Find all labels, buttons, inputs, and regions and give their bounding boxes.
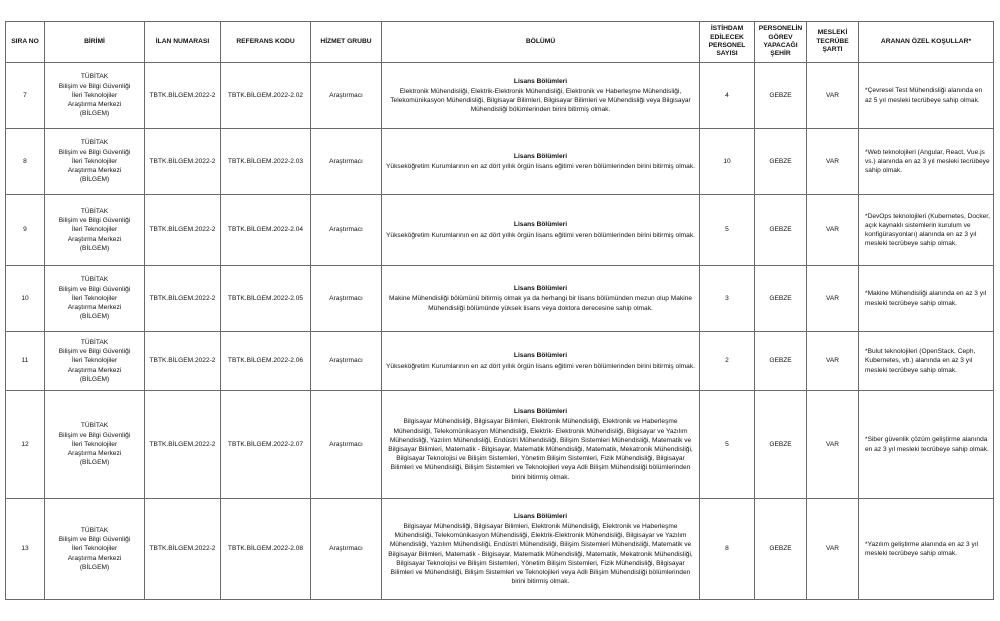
header-istihdam-line: İSTİHDAM: [710, 25, 744, 33]
bolum-cell: [382, 195, 700, 266]
birim-line: (BİLGEM): [79, 110, 110, 118]
birim-line: Araştırma Merkezi: [67, 304, 122, 312]
birim-line: (BİLGEM): [79, 563, 110, 571]
ilan-numarasi-cell: TBTK.BİLGEM.2022-2: [145, 195, 221, 266]
bolum-cell: [382, 332, 700, 391]
header-referans-kodu: REFERANS KODU: [221, 22, 311, 63]
table-row: [6, 266, 994, 332]
birim-line: İleri Teknolojiler: [71, 294, 118, 302]
ilan-numarasi-cell: TBTK.BİLGEM.2022-2: [145, 266, 221, 332]
ilan-numarasi-cell: TBTK.BİLGEM.2022-2: [145, 391, 221, 499]
referans-kodu-cell: TBTK.BİLGEM.2022-2.04: [221, 195, 311, 266]
header-istihdam-line: PERSONEL: [708, 42, 746, 49]
tecrube-sarti-cell: VAR: [807, 332, 859, 391]
birim-line: Bilişim ve Bilgi Güvenliği: [58, 148, 131, 156]
header-bolumu: BÖLÜMÜ: [382, 22, 700, 63]
birim-line: Araştırma Merkezi: [67, 450, 122, 458]
job-table-page: [5, 21, 993, 600]
header-mesleki-tecrube: [807, 22, 859, 63]
table-header-row: [6, 22, 994, 63]
birim-line: Bilişim ve Bilgi Güvenliği: [58, 217, 131, 225]
birim-line: Araştırma Merkezi: [67, 101, 122, 109]
birim-cell: [45, 499, 145, 600]
header-sehir-line: PERSONELİN: [758, 25, 803, 33]
birim-line: TÜBİTAK: [80, 338, 109, 346]
bolum-text: Makine Mühendisliği bölümünü bitirmiş olmak ya da herhangi bir lisans bölümünden mezun olup Makine Mühendisliği bölümünde yüksek lisans veya doktora derecesine sahip olmak.: [388, 295, 693, 312]
bolum-cell: [382, 129, 700, 195]
istihdam-sayisi-cell: 5: [700, 195, 755, 266]
bolum-title: Lisans Bölümleri: [513, 152, 568, 160]
sira-no-cell: 8: [6, 129, 45, 195]
ozel-kosullar-cell: *Siber güvenlik çözüm geliştirme alanında en az 3 yıl mesleki tecrübeye sahip olmak.: [859, 391, 994, 499]
sehir-cell: GEBZE: [755, 391, 807, 499]
sehir-cell: GEBZE: [755, 195, 807, 266]
birim-cell: [45, 266, 145, 332]
bolum-text: Bilgisayar Mühendisliği, Bilgisayar Bilimleri, Elektronik Mühendisliği, Elektronik ve Haberleşme Mühendisliği, Telekomünikasyon Mühendisliği, Elektrik- Elektronik Mühendisliği, Bilgisayar ve Yazılım Mühendisliği, Yazılım Mühendisliği, Endüstri Mühendisliği, Bilişim Sistemleri Mühendisliği, Matematik ve Bilgisayar Bilimleri, Matematik - Bilgisayar, Matematik Mühendisliği, Matematik, Mekatronik Mühendisliği, Bilgisayar Teknolojisi ve Bilişim Sistemleri, Yönetim Bilişim Sistemleri, Fizik Mühendisliği, Bilgisayar Bilimleri ve Mühendisliği, Bilişim Sistemleri ve Teknolojileri veya Adli Bilişim Mühendisliği bölümlerinden birini bitirmiş olmak.: [388, 418, 693, 481]
hizmet-grubu-cell: Araştırmacı: [311, 195, 382, 266]
bolum-cell: [382, 499, 700, 600]
hizmet-grubu-cell: Araştırmacı: [311, 332, 382, 391]
sira-no-cell: 9: [6, 195, 45, 266]
table-row: [6, 63, 994, 129]
istihdam-sayisi-cell: 2: [700, 332, 755, 391]
birim-line: (BİLGEM): [79, 176, 110, 184]
hizmet-grubu-cell: Araştırmacı: [311, 129, 382, 195]
birim-line: (BİLGEM): [79, 459, 110, 467]
birim-cell: [45, 63, 145, 129]
tecrube-sarti-cell: VAR: [807, 129, 859, 195]
referans-kodu-cell: TBTK.BİLGEM.2022-2.05: [221, 266, 311, 332]
sehir-cell: GEBZE: [755, 332, 807, 391]
header-gorev-sehir: [755, 22, 807, 63]
birim-line: İleri Teknolojiler: [71, 440, 118, 448]
referans-kodu-cell: TBTK.BİLGEM.2022-2.02: [221, 63, 311, 129]
bolum-text: Yükseköğretim Kurumlarının en az dört yıllık örgün lisans eğitimi veren bölümlerinden birini bitirmiş olmak.: [386, 231, 695, 239]
birim-line: Araştırma Merkezi: [67, 554, 122, 562]
hizmet-grubu-cell: Araştırmacı: [311, 63, 382, 129]
header-sehir-line: YAPACAĞI: [763, 42, 798, 49]
birim-cell: [45, 195, 145, 266]
tecrube-sarti-cell: VAR: [807, 195, 859, 266]
sira-no-cell: 10: [6, 266, 45, 332]
hizmet-grubu-cell: Araştırmacı: [311, 266, 382, 332]
tecrube-sarti-cell: VAR: [807, 391, 859, 499]
birim-line: İleri Teknolojiler: [71, 357, 118, 365]
birim-line: Araştırma Merkezi: [67, 167, 122, 175]
birim-cell: [45, 332, 145, 391]
bolum-cell: [382, 63, 700, 129]
sehir-cell: GEBZE: [755, 129, 807, 195]
sehir-cell: GEBZE: [755, 63, 807, 129]
header-ozel-kosullar: ARANAN ÖZEL KOŞULLAR*: [859, 22, 994, 63]
referans-kodu-cell: TBTK.BİLGEM.2022-2.06: [221, 332, 311, 391]
table-row: [6, 499, 994, 600]
header-sehir-line: ŞEHİR: [770, 50, 791, 58]
bolum-text: Yükseköğretim Kurumlarının en az dört yıllık örgün lisans eğitimi veren bölümlerinden birini bitirmiş olmak.: [386, 163, 695, 170]
birim-line: (BİLGEM): [79, 244, 110, 252]
ilan-numarasi-cell: TBTK.BİLGEM.2022-2: [145, 499, 221, 600]
birim-line: TÜBİTAK: [80, 207, 109, 215]
birim-line: İleri Teknolojiler: [71, 91, 118, 99]
bolum-title: Lisans Bölümleri: [513, 408, 568, 416]
birim-line: TÜBİTAK: [80, 139, 109, 147]
istihdam-sayisi-cell: 3: [700, 266, 755, 332]
hizmet-grubu-cell: Araştırmacı: [311, 499, 382, 600]
birim-line: Bilişim ve Bilgi Güvenliği: [58, 536, 131, 544]
bolum-title: Lisans Bölümleri: [513, 285, 568, 293]
table-row: [6, 195, 994, 266]
ilan-numarasi-cell: TBTK.BİLGEM.2022-2: [145, 129, 221, 195]
birim-line: İleri Teknolojiler: [71, 157, 118, 165]
table-body: [6, 63, 994, 600]
tecrube-sarti-cell: VAR: [807, 266, 859, 332]
bolum-text: Elektronik Mühendisliği, Elektrik-Elektronik Mühendisliği, Elektronik ve Haberleşme Mühendisliği, Telekomünikasyon Mühendisliği, Bilgisayar Bilimleri, Bilgisayar Bilimleri ve Mühendisliği veya Bilgisayar Mühendisliği bölümlerinden birini bitirmiş olmak.: [390, 87, 691, 114]
table-row: [6, 332, 994, 391]
ozel-kosullar-cell: *Çevresel Test Mühendisliği alanında en az 5 yıl mesleki tecrübeye sahip olmak.: [859, 63, 994, 129]
ozel-kosullar-cell: *DevOps teknolojileri (Kubernetes, Docker, açık kaynaklı sistemlerin kurulum ve konfigürasyonları) alanında en az 3 yıl mesleki tecrübeye sahip olmak.: [859, 195, 994, 266]
bolum-title: Lisans Bölümleri: [513, 512, 568, 520]
ilan-numarasi-cell: TBTK.BİLGEM.2022-2: [145, 63, 221, 129]
sira-no-cell: 7: [6, 63, 45, 129]
bolum-title: Lisans Bölümleri: [513, 352, 568, 360]
header-ilan-numarasi: İLAN NUMARASI: [145, 22, 221, 63]
birim-line: Bilişim ve Bilgi Güvenliği: [58, 285, 131, 293]
birim-line: TÜBİTAK: [80, 73, 109, 81]
birim-line: (BİLGEM): [79, 313, 110, 321]
ozel-kosullar-cell: *Makine Mühendisliği alanında en az 3 yıl mesleki tecrübeye sahip olmak.: [859, 266, 994, 332]
birim-line: TÜBİTAK: [80, 276, 109, 284]
ilan-numarasi-cell: TBTK.BİLGEM.2022-2: [145, 332, 221, 391]
bolum-text: Yükseköğretim Kurumlarının en az dört yıllık örgün lisans eğitimi veren bölümlerinden birini bitirmiş olmak.: [386, 362, 695, 370]
birim-line: Araştırma Merkezi: [67, 366, 122, 374]
birim-cell: [45, 129, 145, 195]
birim-line: (BİLGEM): [79, 375, 110, 383]
header-tecrube-line: MESLEKİ: [817, 29, 848, 37]
bolum-cell: [382, 391, 700, 499]
header-istihdam-sayisi: [700, 22, 755, 63]
birim-line: Bilişim ve Bilgi Güvenliği: [58, 348, 131, 356]
istihdam-sayisi-cell: 10: [700, 129, 755, 195]
birim-line: TÜBİTAK: [80, 526, 109, 534]
ozel-kosullar-cell: *Web teknolojileri (Angular, React, Vue.js vs.) alanında en az 3 yıl mesleki tecrübeye sahip olmak.: [859, 129, 994, 195]
birim-line: TÜBİTAK: [80, 422, 109, 430]
sehir-cell: GEBZE: [755, 266, 807, 332]
header-istihdam-line: SAYISI: [716, 50, 738, 58]
bolum-title: Lisans Bölümleri: [513, 77, 568, 85]
tecrube-sarti-cell: VAR: [807, 63, 859, 129]
bolum-cell: [382, 266, 700, 332]
bolum-title: Lisans Bölümleri: [513, 221, 568, 229]
birim-line: Bilişim ve Bilgi Güvenliği: [58, 431, 131, 439]
birim-line: Araştırma Merkezi: [67, 235, 122, 243]
header-tecrube-line: TECRÜBE ŞARTI: [816, 37, 849, 54]
istihdam-sayisi-cell: 8: [700, 499, 755, 600]
referans-kodu-cell: TBTK.BİLGEM.2022-2.07: [221, 391, 311, 499]
istihdam-sayisi-cell: 5: [700, 391, 755, 499]
birim-line: Bilişim ve Bilgi Güvenliği: [58, 82, 131, 90]
header-hizmet-grubu: HİZMET GRUBU: [311, 22, 382, 63]
birim-line: İleri Teknolojiler: [71, 226, 118, 234]
job-listing-table: [5, 21, 994, 600]
header-sira-no: SIRA NO: [6, 22, 45, 63]
ozel-kosullar-cell: *Yazılım geliştirme alanında en az 3 yıl mesleki tecrübeye sahip olmak.: [859, 499, 994, 600]
birim-line: İleri Teknolojiler: [71, 545, 118, 553]
header-istihdam-line: EDİLECEK: [710, 33, 744, 41]
sira-no-cell: 11: [6, 332, 45, 391]
header-birimi: BİRİMİ: [45, 22, 145, 63]
table-row: [6, 391, 994, 499]
header-sehir-line: GÖREV: [768, 33, 793, 41]
hizmet-grubu-cell: Araştırmacı: [311, 391, 382, 499]
sira-no-cell: 12: [6, 391, 45, 499]
ozel-kosullar-cell: *Bulut teknolojileri (OpenStack, Ceph, Kubernetes, vb.) alanında en az 3 yıl mesleki tecrübeye sahip olmak.: [859, 332, 994, 391]
birim-cell: [45, 391, 145, 499]
tecrube-sarti-cell: VAR: [807, 499, 859, 600]
sehir-cell: GEBZE: [755, 499, 807, 600]
istihdam-sayisi-cell: 4: [700, 63, 755, 129]
table-row: [6, 129, 994, 195]
bolum-text: Bilgisayar Mühendisliği, Bilgisayar Bilimleri, Elektronik Mühendisliği, Elektronik ve Haberleşme Mühendisliği, Telekomünikasyon Mühendisliği, Elektrik-Elektronik Mühendisliği, Bilgisayar ve Yazılım Mühendisliği, Yazılım Mühendisliği, Endüstri Mühendisliği, Bilişim Sistemleri Mühendisliği, Matematik ve Bilgisayar Bilimleri, Matematik - Bilgisayar, Matematik Mühendisliği, Matematik, Mekatronik Mühendisliği, Bilgisayar Teknolojisi ve Bilişim Sistemleri, Yönetim Bilişim Sistemleri, Fizik Mühendisliği, Bilgisayar Bilimleri ve Mühendisliği, Bilişim Sistemleri ve Teknolojileri veya Adli Bilişim Mühendisliği bölümlerinden birini bitirmiş olmak.: [388, 522, 693, 586]
referans-kodu-cell: TBTK.BİLGEM.2022-2.03: [221, 129, 311, 195]
referans-kodu-cell: TBTK.BİLGEM.2022-2.08: [221, 499, 311, 600]
sira-no-cell: 13: [6, 499, 45, 600]
